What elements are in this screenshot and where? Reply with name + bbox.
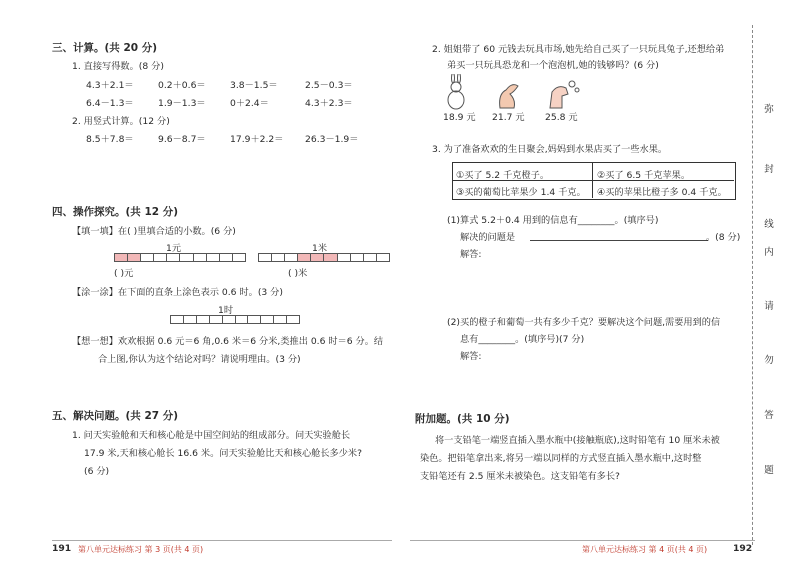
q-direct-write: 1. 直接写得数。(8 分): [72, 61, 164, 72]
calc-item: 26.3－1.9＝: [305, 134, 359, 145]
calc-item: 4.3＋2.3＝: [305, 98, 353, 109]
seal-char: 弥: [764, 104, 774, 115]
seal-char: 答: [764, 410, 774, 421]
q2-line1: 2. 姐姐带了 60 元钱去玩具市场,她先给自己买了一只玩具兔子,还想给弟: [432, 44, 725, 55]
q3-1-problem-label: 解决的问题是: [460, 232, 516, 243]
info-4: ④买的苹果比橙子多 0.4 千克。: [597, 187, 727, 198]
page-number-right: 192: [733, 543, 753, 554]
bar3-label: 1时: [218, 305, 234, 316]
seal-char: 勿: [764, 355, 774, 366]
calc-item: 8.5＋7.8＝: [86, 134, 134, 145]
bar2-label: 1米: [312, 243, 328, 254]
bar2-answer: ( )米: [288, 268, 308, 279]
section-4-title: 四、操作探究。(共 12 分): [52, 206, 179, 218]
seal-char: 线: [764, 219, 774, 230]
seal-char: 请: [764, 301, 774, 312]
think-line-1: 【想一想】欢欢根据 0.6 元＝6 角,0.6 米＝6 分米,类推出 0.6 时＝6 分。结: [72, 336, 384, 347]
q5-1-line1: 1. 问天实验舱和天和核心舱是中国空间站的组成部分。问天实验舱长: [72, 430, 351, 441]
page-number-left: 191: [52, 543, 72, 554]
footer-rule-right: [410, 540, 755, 541]
bonus-line2: 染色。把铅笔拿出来,将另一端以同样的方式竖直插入墨水瓶中,这时整: [420, 453, 702, 464]
q3-2-line2: 息有________。(填序号)(7 分): [460, 334, 585, 345]
q3-1-score: 。(8 分): [706, 232, 741, 243]
bar1-label: 1元: [166, 243, 182, 254]
q5-1-line2: 17.9 米,天和核心舱长 16.6 米。问天实验舱比天和核心舱长多少米?: [84, 448, 362, 459]
bonus-line1: 将一支铅笔一端竖直插入墨水瓶中(接触瓶底),这时铅笔有 10 厘米未被: [435, 435, 720, 446]
dinosaur-toy-icon: [500, 85, 518, 108]
bubble-price: 25.8 元: [545, 112, 578, 123]
footer-right: 第八单元达标练习 第 4 页(共 4 页): [582, 545, 708, 554]
problem-answer-line[interactable]: [530, 240, 708, 241]
bar-meter: [258, 253, 390, 262]
footer-left: 第八单元达标练习 第 3 页(共 4 页): [78, 545, 204, 554]
bar-yuan: [114, 253, 246, 262]
calc-item: 0＋2.4＝: [230, 98, 269, 109]
bubble-machine-icon: [550, 81, 579, 108]
bonus-title: 附加题。(共 10 分): [415, 413, 510, 425]
info-2: ②买了 6.5 千克苹果。: [597, 170, 691, 181]
seal-char: 封: [764, 164, 774, 175]
calc-item: 6.4－1.3＝: [86, 98, 134, 109]
answer-label-2: 解答:: [460, 351, 482, 362]
calc-item: 0.2＋0.6＝: [158, 80, 206, 91]
q2-line2: 弟买一只玩具恐龙和一个泡泡机,她的钱够吗？(6 分): [447, 60, 659, 71]
info-1: ①买了 5.2 千克橙子。: [456, 170, 550, 181]
think-line-2: 合上图,你认为这个结论对吗？请说明理由。(3 分): [98, 354, 301, 365]
section-5-title: 五、解决问题。(共 27 分): [52, 410, 179, 422]
info-3: ③买的葡萄比苹果少 1.4 千克。: [456, 187, 586, 198]
seal-strip: [760, 0, 778, 566]
bar-hour[interactable]: [170, 315, 300, 324]
footer-rule-left: [52, 540, 392, 541]
bar1-answer: ( )元: [114, 268, 134, 279]
calc-item: 17.9＋2.2＝: [230, 134, 284, 145]
bonus-line3: 支铅笔还有 2.5 厘米未被染色。这支铅笔有多长?: [420, 471, 620, 482]
calc-item: 9.6－8.7＝: [158, 134, 206, 145]
q3-1-line1: (1)算式 5.2＋0.4 用到的信息有________。(填序号): [447, 215, 659, 226]
answer-label-1: 解答:: [460, 249, 482, 260]
calc-item: 1.9－1.3＝: [158, 98, 206, 109]
q3-2-line1: (2)买的橙子和葡萄一共有多少千克？要解决这个问题,需要用到的信: [447, 317, 721, 328]
calc-item: 2.5－0.3＝: [305, 80, 353, 91]
fill-instruction: 【填一填】在( )里填合适的小数。(6 分): [72, 226, 236, 237]
dinosaur-price: 21.7 元: [492, 112, 525, 123]
rabbit-toy-icon: [448, 74, 464, 109]
q5-1-line3: (6 分): [84, 466, 110, 477]
color-instruction: 【涂一涂】在下面的直条上涂色表示 0.6 时。(3 分): [72, 287, 283, 298]
q3-intro: 3. 为了准备欢欢的生日聚会,妈妈到水果店买了一些水果。: [432, 144, 668, 155]
rabbit-price: 18.9 元: [443, 112, 476, 123]
calc-item: 3.8－1.5＝: [230, 80, 278, 91]
q-vertical-calc: 2. 用竖式计算。(12 分): [72, 116, 170, 127]
seal-line: [752, 25, 753, 545]
section-3-title: 三、计算。(共 20 分): [52, 42, 158, 54]
seal-char: 内: [764, 247, 774, 258]
toy-images: [440, 74, 590, 114]
seal-char: 题: [764, 465, 774, 476]
calc-item: 4.3＋2.1＝: [86, 80, 134, 91]
